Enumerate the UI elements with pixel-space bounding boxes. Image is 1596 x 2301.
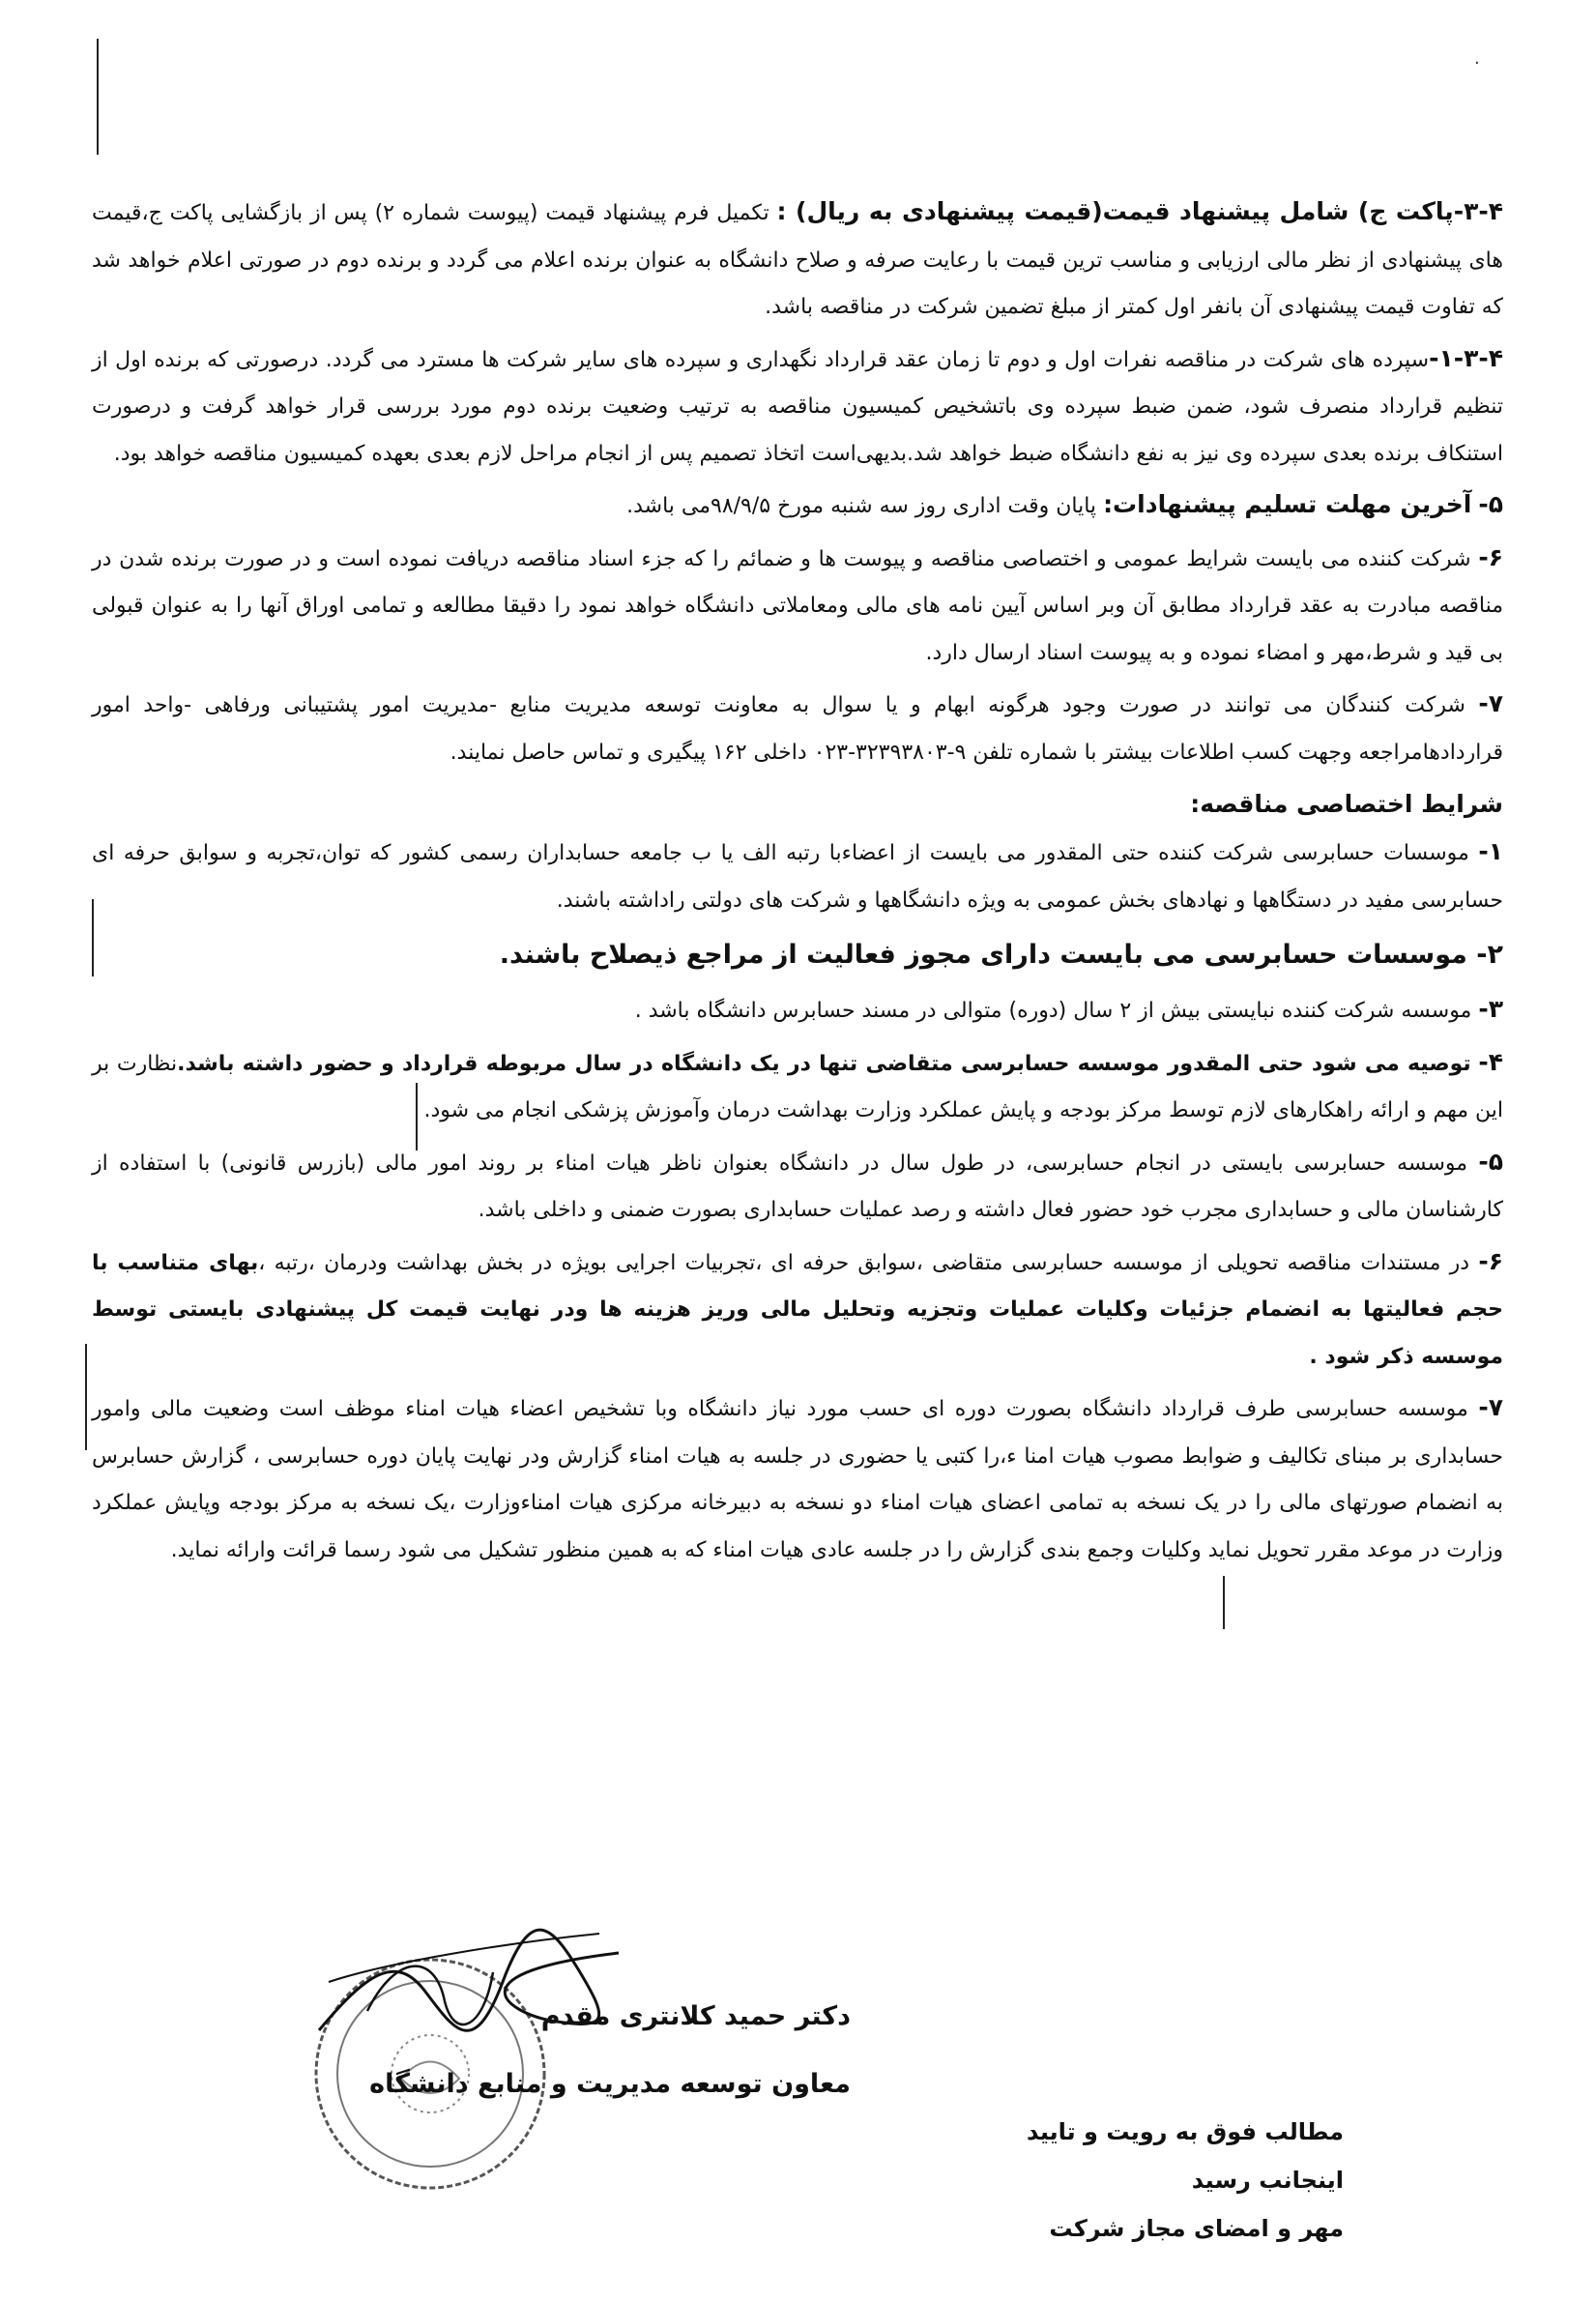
item-number: ۷- <box>1478 1393 1503 1421</box>
paragraph-number: ۷- <box>1478 689 1503 717</box>
signature-block <box>290 1895 851 2224</box>
special-item-1 <box>92 829 1503 924</box>
item-text: موسسه شرکت کننده نبایستی بیش از ۲ سال (دوره) متوالی در مسند حسابرس دانشگاه باشد . <box>634 999 1472 1023</box>
item-text: نظارت بر این مهم و ارائه راهکارهای لازم توسط مرکز بودجه و پایش عملکرد وزارت بهداشت درمان وآموزش پزشکی انجام می شود. <box>92 1051 1503 1122</box>
paragraph-number: ۱-۳-۴- <box>1429 343 1503 372</box>
company-confirmation <box>938 2108 1344 2253</box>
paragraph-lead: پاکت ج) شامل پیشنهاد قیمت(قیمت پیشنهادی به ریال) : <box>776 197 1454 225</box>
paragraph-4-3-1 <box>92 335 1503 479</box>
paragraph-6 <box>92 535 1503 678</box>
special-item-3 <box>92 986 1503 1035</box>
handwritten-signature-icon <box>309 1914 628 2069</box>
item-text: در مستندات مناقصه تحویلی از موسسه حسابرسی متقاضی ،سوابق حرفه ای ،تجربیات اجرایی بویژه در بخش بهداشت ودرمان ،رتبه ، <box>258 1250 1470 1275</box>
paragraph-number: ۶- <box>1478 542 1503 571</box>
item-number: ۲- <box>1476 940 1503 970</box>
special-conditions-heading: شرایط اختصاصی مناقصه: <box>1190 790 1503 818</box>
paragraph-text: تکمیل فرم پیشنهاد قیمت (پیوست شماره ۲) پس از بازگشایی پاکت ج،قیمت های پیشنهادی از نظر مالی ارزیابی و مناسب ترین قیمت با رعایت صرفه و صلاح دانشگاه به عنوان برنده اعلام می گردد و برنده دوم در صورتی اعلام خواهد شد که تفاوت قیمت پیشنهادی آن بانفر اول کمتر از مبلغ تضمین شرکت در مناقصه باشد. <box>92 201 1503 319</box>
item-text: موسسه حسابرسی بایستی در انجام حسابرسی، در طول سال در دانشگاه بعنوان ناظر هیات امناء بر روند امور مالی (بازرس قانونی) با استفاده از کارشناسان مالی و حسابداری مجرب خود حضور فعال داشته و رصد عملیات حسابداری بصورت ضمنی و داخلی باشد. <box>92 1150 1503 1222</box>
item-text: موسسه حسابرسی طرف قرارداد دانشگاه بصورت دوره ای حسب مورد نیاز دانشگاه وبا تشخیص اعضاء هیات امناء موظف است وضعیت مالی وامور حسابداری بر مبنای تکالیف و ضوابط مصوب هیات امنا ء،را کتبی یا حضوری در جلسه به هیات امناء گزارش ودر نهایت پایان دوره حسابرسی ، گزارش حسابرس به انضمام صورتهای مالی را در یک نسخه به تمامی اعضای هیات امناء دو نسخه به دبیرخانه مرکزی هیات امناءوزارت ،یک نسخه به مرکز بودجه وپایش عملکرد وزارت در موعد مقرر تحویل نماید وکلیات وجمع بندی گزارش را در جلسه عادی هیات امناء که به همین منظور تشکیل می شود رسما قرائت وارائه نماید. <box>92 1397 1503 1562</box>
item-number: ۵- <box>1478 1147 1503 1176</box>
item-number: ۳- <box>1478 995 1503 1023</box>
item-number: ۱- <box>1478 837 1503 865</box>
item-text: موسسات حسابرسی شرکت کننده حتی المقدور می بایست از اعضاءبا رتبه الف یا ب جامعه حسابداران رسمی کشور که توان،تجربه و سوابق حرفه ای حسابرسی مفید در دستگاهها و نهادهای بخش عمومی به ویژه دانشگاهها و شرکت های دولتی راداشته باشند. <box>92 841 1503 913</box>
paragraph-text: شرکت کنندگان می توانند در صورت وجود هرگونه ابهام و یا سوال به معاونت توسعه مدیریت منابع -مدیریت امور پشتیبانی ورفاهی -واحد امور قراردادهامراجعه وجهت کسب اطلاعات بیشتر با شماره تلفن ۹-۳۲۳۹۳۸۰۳-۰۲۳ داخلی ۱۶۲ پیگیری و تماس حاصل نمایند. <box>92 693 1503 765</box>
paragraph-5 <box>92 481 1503 531</box>
paragraph-text: سپرده های شرکت در مناقصه نفرات اول و دوم تا زمان عقد قرارداد نگهداری و سپرده های سایر شرکت ها مسترد می گردد. درصورتی که برنده اول از تنظیم قرارداد منصرف شود، ضمن ضبط سپرده وی باتشخیص کمیسیون مناقصه به ترتیب وضعیت برنده دوم مورد بررسی قرار خواهد گرفت و درصورت استنکاف برنده بعدی سپرده وی نیز به نفع دانشگاه ضبط خواهد شد.بدیهی‌است اتخاذ تصمیم پس از انجام مراحل لازم بعدی بعهده کمیسیون مناقصه خواهد بود. <box>92 347 1503 466</box>
item-bold-text: توصیه می شود حتی المقدور موسسه حسابرسی متقاضی تنها در یک دانشگاه در سال مربوطه قرارداد و حضور داشته باشد. <box>177 1051 1471 1076</box>
paragraph-text: شرکت کننده می بایست شرایط عمومی و اختصاصی مناقصه و پیوست ها و ضمائم را که جزء اسناد مناقصه دریافت نموده است و در صورت برنده شدن در مناقصه مبادرت به عقد قرارداد مطابق آن وبر اساس آیین نامه های مالی ومعاملاتی دانشگاه خواهد نمود را دقیقا مطالعه و تمامی اوراق آنها را به عنوان قبولی بی قید و شرط،مهر و امضاء نموده و به پیوست اسناد ارسال دارد. <box>92 546 1503 665</box>
signatory-name: دکتر حمید کلانتری مقدم <box>540 2001 851 2031</box>
item-text: موسسات حسابرسی می بایست دارای مجوز فعالیت از مراجع ذیصلاح باشند. <box>499 940 1467 970</box>
special-item-2 <box>92 928 1503 982</box>
scan-margin-line <box>1223 1576 1225 1629</box>
scan-speck: · <box>1474 53 1480 73</box>
special-item-7 <box>92 1384 1503 1574</box>
signatory-title: معاون توسعه مدیریت و منابع دانشگاه <box>369 2069 851 2099</box>
paragraph-text: پایان وقت اداری روز سه شنبه مورخ ۹۸/۹/۵می باشد. <box>626 494 1097 518</box>
item-number: ۴- <box>1478 1047 1503 1076</box>
paragraph-lead: آخرین مهلت تسلیم پیشنهادات: <box>1103 490 1472 518</box>
scan-margin-line <box>97 39 99 155</box>
company-seal-signature-line: مهر و امضای مجاز شرکت <box>1049 2215 1344 2242</box>
special-item-5 <box>92 1139 1503 1235</box>
confirmation-line: مطالب فوق به رویت و تایید اینجانب رسید <box>1027 2118 1344 2194</box>
paragraph-number: ۵- <box>1478 490 1503 518</box>
scan-margin-line <box>85 1344 87 1450</box>
paragraph-number: ۳-۴- <box>1453 197 1503 225</box>
paragraph-4-3 <box>92 189 1503 332</box>
special-item-6 <box>92 1238 1503 1382</box>
document-body <box>92 189 1503 1578</box>
item-bold-text: بهای متناسب با حجم فعالیتها به انضمام جزئیات وکلیات عملیات وتجزیه وتحلیل مالی وریز هزینه ها ودر نهایت قیمت کل پیشنهادی بایستی توسط موسسه ذکر شود . <box>92 1250 1503 1369</box>
special-item-4 <box>92 1039 1503 1135</box>
item-number: ۶- <box>1478 1246 1503 1275</box>
paragraph-7 <box>92 681 1503 776</box>
